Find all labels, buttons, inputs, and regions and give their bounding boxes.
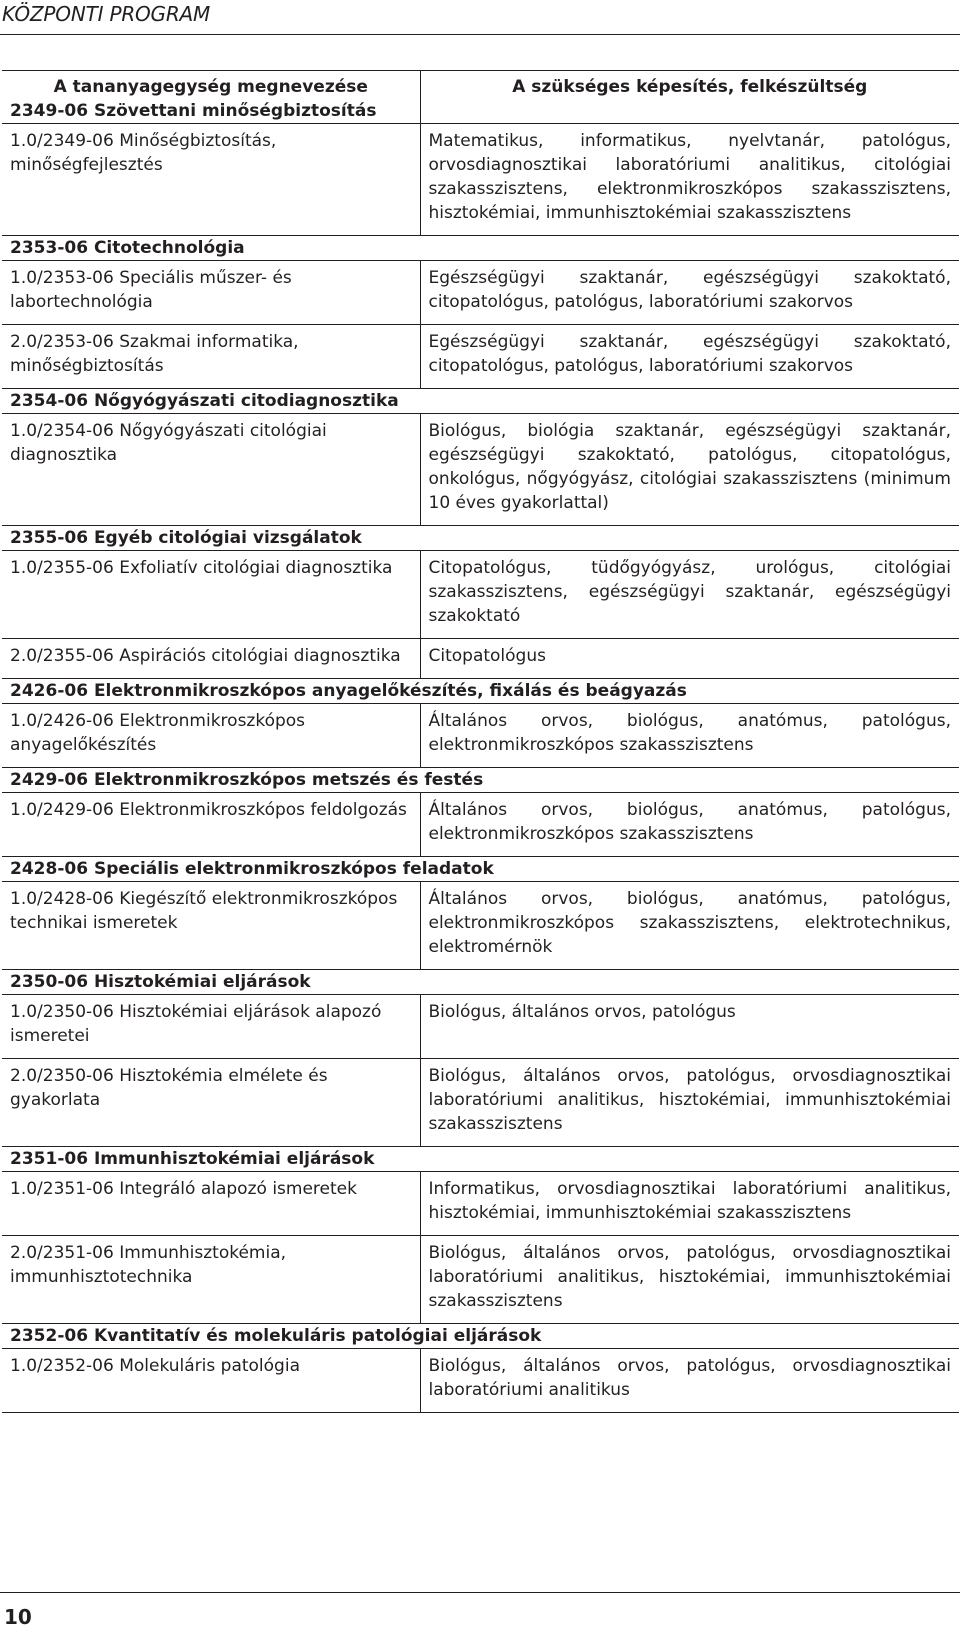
program-table	[2, 70, 959, 1413]
required-qualification: Biológus, általános orvos, patológus, orvosdiagnosztikai laboratóriumi analitikus, hisztokémiai, immunhisztokémiai szakasszisztens	[420, 1059, 959, 1147]
subject-row	[2, 704, 959, 768]
module-row	[2, 1324, 959, 1349]
required-qualification: Informatikus, orvosdiagnosztikai laboratóriumi analitikus, hisztokémiai, immunhisztokémiai szakasszisztens	[420, 1172, 959, 1236]
subject-row	[2, 1059, 959, 1147]
first-module-title: 2349-06 Szövettani minőségbiztosítás	[10, 101, 377, 121]
subject-name: 1.0/2353-06 Speciális műszer- és labortechnológia	[2, 261, 420, 325]
header-divider	[0, 34, 960, 35]
subject-name: 2.0/2353-06 Szakmai informatika, minőségbiztosítás	[2, 325, 420, 389]
table-header-row	[2, 71, 959, 124]
module-title: 2351-06 Immunhisztokémiai eljárások	[2, 1147, 959, 1172]
subject-name: 1.0/2351-06 Integráló alapozó ismeretek	[2, 1172, 420, 1236]
module-title: 2350-06 Hisztokémiai eljárások	[2, 970, 959, 995]
required-qualification: Citopatológus, tüdőgyógyász, urológus, citológiai szakasszisztens, egészségügyi szaktanár, egészségügyi szakoktató	[420, 551, 959, 639]
module-row	[2, 1147, 959, 1172]
required-qualification: Általános orvos, biológus, anatómus, patológus, elektronmikroszkópos szakasszisztens, elektrotechnikus, elektromérnök	[420, 882, 959, 970]
required-qualification: Biológus, általános orvos, patológus	[420, 995, 959, 1059]
required-qualification: Biológus, általános orvos, patológus, orvosdiagnosztikai laboratóriumi analitikus, hisztokémiai, immunhisztokémiai szakasszisztens	[420, 1236, 959, 1324]
column-header-qualification: A szükséges képesítés, felkészültség	[420, 71, 959, 124]
module-row	[2, 679, 959, 704]
subject-name: 1.0/2426-06 Elektronmikroszkópos anyagelőkészítés	[2, 704, 420, 768]
column-header-subject	[2, 71, 420, 124]
subject-name: 1.0/2349-06 Minőségbiztosítás, minőségfejlesztés	[2, 124, 420, 236]
required-qualification: Citopatológus	[420, 639, 959, 679]
subject-row	[2, 882, 959, 970]
subject-row	[2, 261, 959, 325]
subject-row	[2, 325, 959, 389]
required-qualification: Biológus, általános orvos, patológus, orvosdiagnosztikai laboratóriumi analitikus	[420, 1349, 959, 1413]
subject-name: 1.0/2355-06 Exfoliatív citológiai diagnosztika	[2, 551, 420, 639]
module-row	[2, 389, 959, 414]
module-row	[2, 526, 959, 551]
subject-row	[2, 793, 959, 857]
module-title: 2352-06 Kvantitatív és molekuláris patológiai eljárások	[2, 1324, 959, 1349]
module-row	[2, 236, 959, 261]
required-qualification: Általános orvos, biológus, anatómus, patológus, elektronmikroszkópos szakasszisztens	[420, 704, 959, 768]
required-qualification: Egészségügyi szaktanár, egészségügyi szakoktató, citopatológus, patológus, laboratóriumi szakorvos	[420, 261, 959, 325]
subject-name: 1.0/2352-06 Molekuláris patológia	[2, 1349, 420, 1413]
page-number: 10	[4, 1605, 32, 1629]
module-title: 2429-06 Elektronmikroszkópos metszés és festés	[2, 768, 959, 793]
subject-row	[2, 124, 959, 236]
module-title: 2354-06 Nőgyógyászati citodiagnosztika	[2, 389, 959, 414]
module-row	[2, 857, 959, 882]
subject-row	[2, 1349, 959, 1413]
footer-divider	[0, 1592, 960, 1593]
subject-row	[2, 639, 959, 679]
subject-name: 1.0/2354-06 Nőgyógyászati citológiai diagnosztika	[2, 414, 420, 526]
subject-row	[2, 1236, 959, 1324]
subject-name: 2.0/2351-06 Immunhisztokémia, immunhisztotechnika	[2, 1236, 420, 1324]
column-header-subject-title: A tananyagegység megnevezése	[53, 77, 368, 97]
module-title: 2428-06 Speciális elektronmikroszkópos feladatok	[2, 857, 959, 882]
subject-row	[2, 1172, 959, 1236]
subject-name: 1.0/2428-06 Kiegészítő elektronmikroszkópos technikai ismeretek	[2, 882, 420, 970]
subject-name: 1.0/2429-06 Elektronmikroszkópos feldolgozás	[2, 793, 420, 857]
table-body	[2, 124, 959, 1413]
module-title: 2426-06 Elektronmikroszkópos anyagelőkészítés, fixálás és beágyazás	[2, 679, 959, 704]
required-qualification: Biológus, biológia szaktanár, egészségügyi szaktanár, egészségügyi szakoktató, patológus, citopatológus, onkológus, nőgyógyász, citológiai szakasszisztens (minimum 10 éves gyakorlattal)	[420, 414, 959, 526]
subject-name: 2.0/2355-06 Aspirációs citológiai diagnosztika	[2, 639, 420, 679]
subject-row	[2, 551, 959, 639]
subject-name: 1.0/2350-06 Hisztokémiai eljárások alapozó ismeretei	[2, 995, 420, 1059]
module-row	[2, 970, 959, 995]
required-qualification: Egészségügyi szaktanár, egészségügyi szakoktató, citopatológus, patológus, laboratóriumi szakorvos	[420, 325, 959, 389]
required-qualification: Matematikus, informatikus, nyelvtanár, patológus, orvosdiagnosztikai laboratóriumi analitikus, citológiai szakasszisztens, elektronmikroszkópos szakasszisztens, hisztokémiai, immunhisztokémiai szakasszisztens	[420, 124, 959, 236]
module-title: 2353-06 Citotechnológia	[2, 236, 959, 261]
module-row	[2, 768, 959, 793]
module-title: 2355-06 Egyéb citológiai vizsgálatok	[2, 526, 959, 551]
subject-row	[2, 995, 959, 1059]
required-qualification: Általános orvos, biológus, anatómus, patológus, elektronmikroszkópos szakasszisztens	[420, 793, 959, 857]
subject-name: 2.0/2350-06 Hisztokémia elmélete és gyakorlata	[2, 1059, 420, 1147]
subject-row	[2, 414, 959, 526]
running-head: KÖZPONTI PROGRAM	[2, 2, 211, 26]
